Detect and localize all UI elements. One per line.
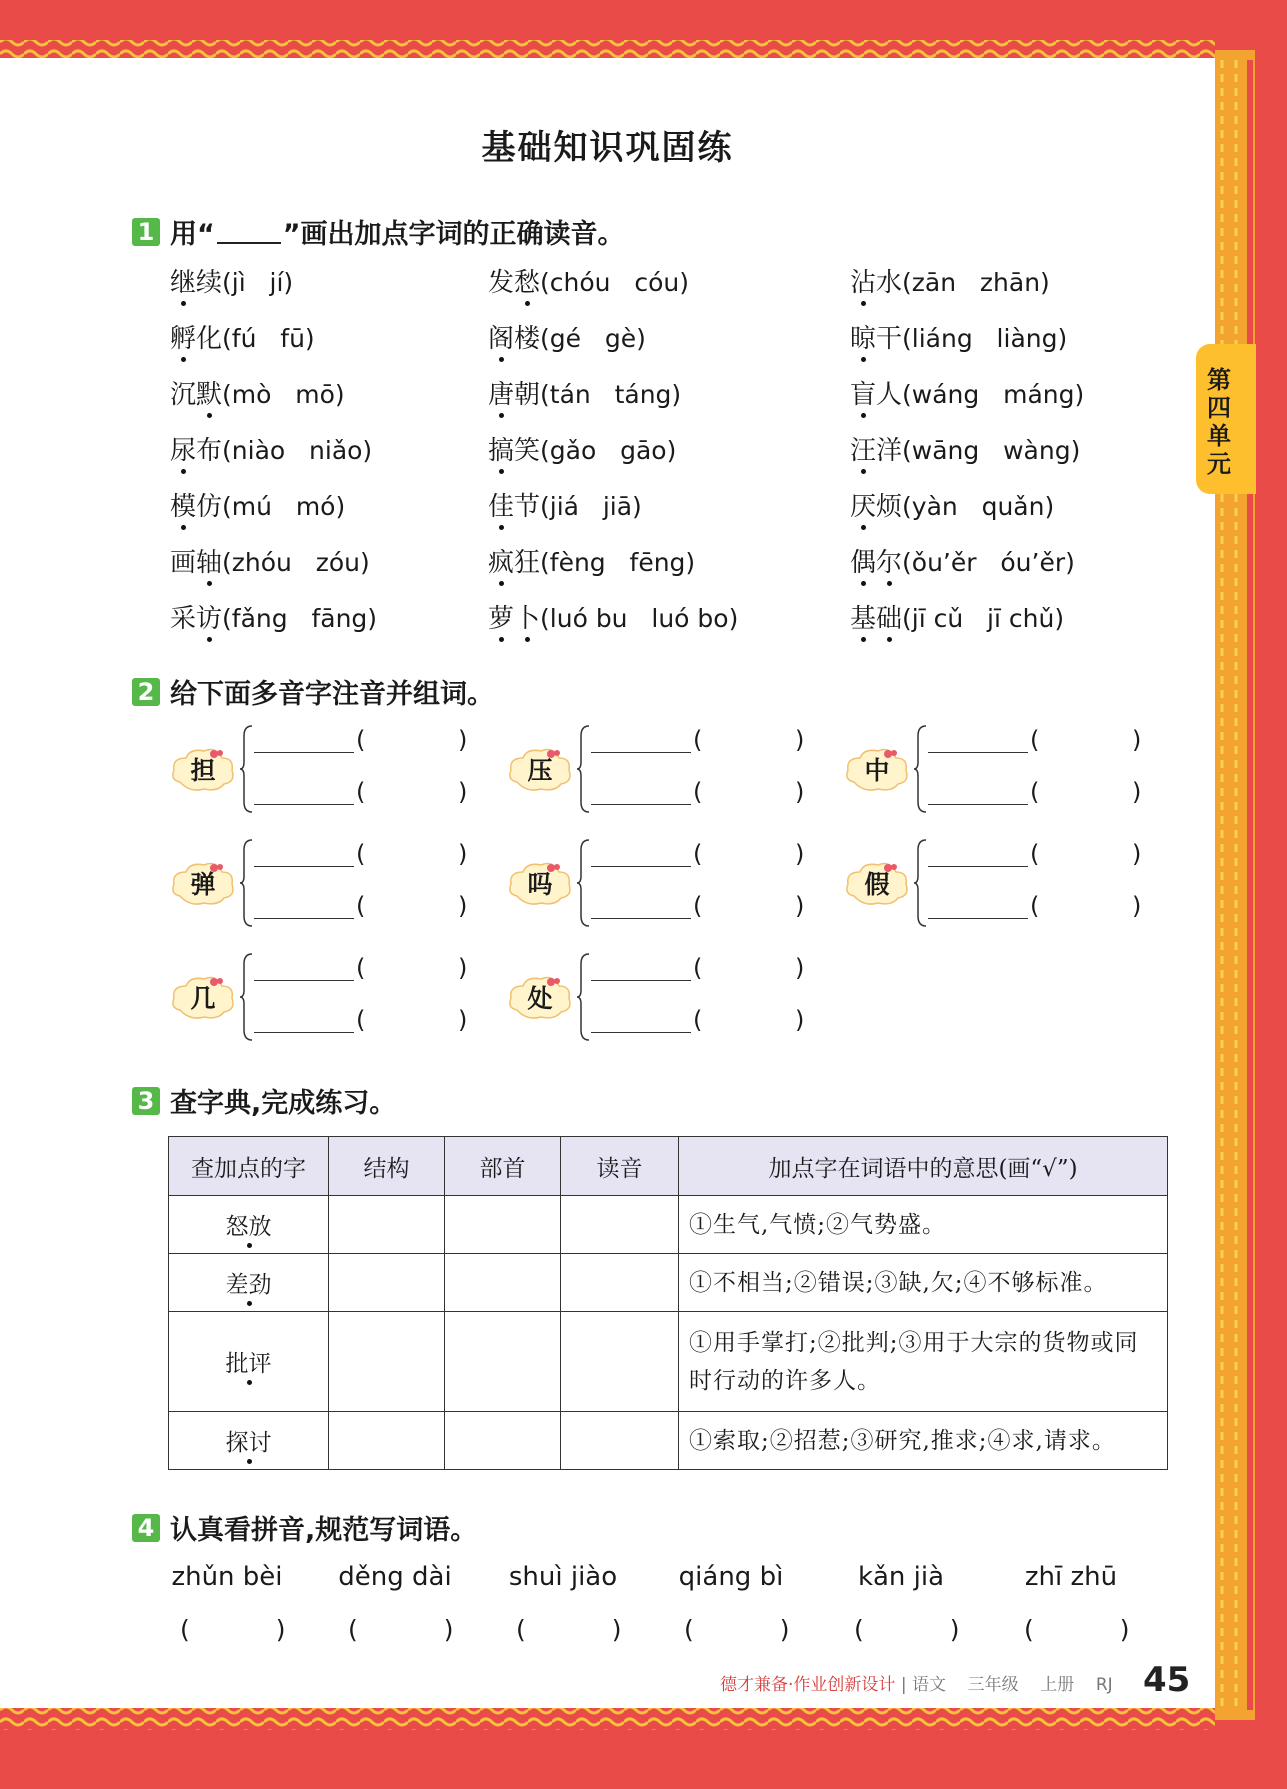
q1-word-char: 偶: [850, 542, 876, 579]
answer-cell-pronunciation[interactable]: [561, 1254, 679, 1312]
answer-cell-structure[interactable]: [329, 1254, 445, 1312]
answer-cell-structure[interactable]: [329, 1312, 445, 1412]
q1-pinyin-options[interactable]: (zān zhān): [902, 268, 1050, 297]
q1-word-char: 洋: [876, 436, 903, 466]
unit-side-tab[interactable]: [1196, 344, 1256, 494]
q4-answer-blank[interactable]: [348, 1615, 468, 1644]
pinyin-blank[interactable]: [370, 840, 450, 868]
table-row: [169, 1312, 1168, 1412]
page-number: 45: [1143, 1660, 1191, 1700]
pinyin-paren-open: (: [356, 954, 366, 982]
question-1-text-post: ”画出加点字词的正确读音。: [282, 219, 625, 250]
pinyin-paren-open: (: [1030, 778, 1040, 806]
q1-pinyin-options[interactable]: (yàn quǎn): [902, 492, 1055, 521]
page-title: 基础知识巩固练: [481, 128, 734, 168]
polyphone-cell: [170, 724, 470, 814]
q1-word-char: 基: [850, 598, 876, 635]
paren-close: ): [275, 1615, 286, 1644]
q1-word-char: 疯: [488, 542, 514, 579]
footer-subject: 语文: [911, 1675, 946, 1695]
word-blank[interactable]: [254, 752, 354, 753]
pinyin-paren-close: ): [795, 726, 805, 754]
q1-word-char: 烦: [876, 492, 903, 522]
answer-cell-radical[interactable]: [445, 1254, 561, 1312]
answer-cell-structure[interactable]: [329, 1196, 445, 1254]
q1-word-char: 尔: [876, 542, 902, 579]
table-header-row: [169, 1137, 1168, 1196]
word-blank[interactable]: [928, 752, 1028, 753]
q1-word-char: 汪: [850, 430, 876, 467]
underline-blank: [217, 220, 281, 244]
question-4-number: 4: [132, 1514, 160, 1542]
pinyin-paren-open: (: [356, 840, 366, 868]
q1-word-char: 画: [170, 548, 197, 578]
table-header: 加点字在词语中的意思(画“√”): [679, 1137, 1168, 1196]
table-cell-word: [169, 1412, 329, 1470]
q4-answer-blank[interactable]: [180, 1615, 300, 1644]
paren-close: ): [949, 1615, 960, 1644]
pinyin-paren-open: (: [356, 1006, 366, 1034]
word-blank[interactable]: [928, 866, 1028, 867]
pinyin-blank[interactable]: [370, 1006, 450, 1034]
table-cell-meaning[interactable]: ①索取;②招惹;③研究,推求;④求,请求。: [679, 1412, 1168, 1470]
word-blank[interactable]: [254, 918, 354, 919]
q1-word-char: 萝: [488, 598, 514, 635]
q1-item[interactable]: [488, 542, 695, 579]
q1-word-char: 础: [876, 598, 902, 635]
q1-word-char: 厌: [850, 486, 876, 523]
footer-volume: 上册: [1040, 1675, 1075, 1695]
q1-word-char: 晾: [850, 318, 876, 355]
q1-item[interactable]: [850, 374, 1084, 411]
pinyin-paren-open: (: [693, 778, 703, 806]
table-header: 结构: [329, 1137, 445, 1196]
q1-pinyin-options[interactable]: (mò mō): [222, 380, 345, 409]
q1-word-char: 布: [196, 436, 223, 466]
question-3-text: 查字典,完成练习。: [170, 1088, 397, 1119]
q1-word-char: 访: [196, 598, 222, 635]
pinyin-paren-close: ): [1132, 840, 1142, 868]
q1-pinyin-options[interactable]: (fǎng fāng): [222, 604, 378, 633]
q1-item[interactable]: [170, 430, 372, 467]
polyphone-char: 假: [864, 870, 890, 899]
word-blank[interactable]: [591, 866, 691, 867]
pinyin-paren-close: ): [795, 892, 805, 920]
polyphone-cell: [507, 952, 807, 1042]
q1-item[interactable]: [488, 430, 676, 467]
table-header: 查加点的字: [169, 1137, 329, 1196]
q1-word-char: 默: [196, 374, 222, 411]
polyphone-char: 吗: [527, 870, 553, 899]
footer: 德才兼备·作业创新设计 | 语文 三年级 上册 RJ: [720, 1675, 1113, 1695]
footer-brand: 德才兼备·作业创新设计: [720, 1675, 896, 1695]
q1-word-char: 轴: [196, 542, 222, 579]
pinyin-paren-open: (: [1030, 726, 1040, 754]
q1-pinyin-options[interactable]: (jī cǔ jī chǔ): [902, 604, 1065, 633]
q1-item[interactable]: [488, 318, 646, 355]
table-header: 部首: [445, 1137, 561, 1196]
polyphone-char: 弹: [190, 870, 216, 899]
pinyin-paren-close: ): [458, 778, 468, 806]
q1-item[interactable]: [170, 318, 315, 355]
q1-word-char: 继: [170, 262, 196, 299]
paren-open: (: [684, 1615, 694, 1644]
q4-pinyin: zhī zhū: [1024, 1562, 1118, 1592]
table-cell-word: [169, 1254, 329, 1312]
word-blank[interactable]: [928, 804, 1028, 805]
q1-pinyin-options[interactable]: (zhóu zóu): [222, 548, 370, 577]
q4-pinyin: shuì jiào: [508, 1562, 618, 1592]
word-blank[interactable]: [591, 752, 691, 753]
brace-icon: [577, 952, 591, 1042]
question-4-heading: [132, 1508, 477, 1547]
question-1-text-pre: 用“: [170, 219, 215, 250]
polyphone-char: 压: [527, 756, 553, 785]
question-2-heading: [132, 672, 494, 711]
q1-item[interactable]: [850, 486, 1054, 523]
q1-pinyin-options[interactable]: (wāng wàng): [902, 436, 1081, 465]
q1-pinyin-options[interactable]: (gǎo gāo): [540, 436, 677, 465]
brace-icon: [240, 952, 254, 1042]
q1-word-char: 朝: [514, 380, 541, 410]
paren-close: ): [611, 1615, 622, 1644]
pinyin-blank[interactable]: [1044, 892, 1124, 920]
q1-pinyin-options[interactable]: (gé gè): [540, 324, 646, 353]
pinyin-blank[interactable]: [707, 726, 787, 754]
side-tab-char: 第: [1207, 366, 1231, 394]
q1-item[interactable]: [170, 486, 345, 523]
question-3-number: 3: [132, 1087, 160, 1115]
word-blank[interactable]: [254, 980, 354, 981]
pinyin-blank[interactable]: [370, 726, 450, 754]
q1-word-char: 笑: [514, 436, 541, 466]
q1-item[interactable]: [170, 598, 377, 635]
pinyin-blank[interactable]: [1044, 778, 1124, 806]
q1-word-char: 人: [876, 380, 903, 410]
q1-word-char: 盲: [850, 374, 876, 411]
q1-word-char: 干: [876, 324, 903, 354]
dictionary-table: [168, 1136, 1168, 1470]
q4-answer-blank[interactable]: [516, 1615, 636, 1644]
footer-grade: 三年级: [967, 1675, 1019, 1695]
answer-cell-radical[interactable]: [445, 1412, 561, 1470]
q1-pinyin-options[interactable]: (niào niǎo): [222, 436, 373, 465]
q4-pinyin: zhǔn bèi: [171, 1562, 283, 1592]
q4-answer-blank[interactable]: [854, 1615, 974, 1644]
pinyin-paren-close: ): [795, 840, 805, 868]
pinyin-paren-open: (: [693, 1006, 703, 1034]
paren-open: (: [348, 1615, 358, 1644]
paren-close: ): [779, 1615, 790, 1644]
q1-pinyin-options[interactable]: (fèng fēng): [540, 548, 696, 577]
pinyin-paren-close: ): [795, 954, 805, 982]
q1-item[interactable]: [170, 262, 293, 299]
pinyin-paren-close: ): [1132, 778, 1142, 806]
question-1-heading: [132, 212, 625, 251]
pinyin-paren-open: (: [1030, 892, 1040, 920]
q1-word-char: 唐: [488, 374, 514, 411]
paren-open: (: [1024, 1615, 1034, 1644]
dotted-word: 批评: [226, 1345, 272, 1378]
table-cell-meaning[interactable]: ①不相当;②错误;③缺,欠;④不够标准。: [679, 1254, 1168, 1312]
answer-cell-radical[interactable]: [445, 1196, 561, 1254]
q1-item[interactable]: [170, 542, 370, 579]
pinyin-paren-close: ): [795, 778, 805, 806]
brace-icon: [914, 838, 928, 928]
q1-word-char: 模: [170, 486, 196, 523]
q1-word-char: 沾: [850, 262, 876, 299]
q4-answer-blank[interactable]: [684, 1615, 804, 1644]
q1-pinyin-options[interactable]: (mú mó): [222, 492, 346, 521]
q1-word-char: 沉: [170, 380, 197, 410]
q1-pinyin-options[interactable]: (wáng máng): [902, 380, 1085, 409]
q1-word-char: 搞: [488, 430, 514, 467]
answer-cell-pronunciation[interactable]: [561, 1196, 679, 1254]
paren-close: ): [443, 1615, 454, 1644]
pinyin-paren-open: (: [356, 726, 366, 754]
pinyin-paren-close: ): [458, 726, 468, 754]
polyphone-char: 处: [527, 984, 553, 1013]
paren-close: ): [1119, 1615, 1130, 1644]
polyphone-char: 中: [864, 756, 890, 785]
pinyin-paren-open: (: [356, 778, 366, 806]
dotted-word: 差劲: [226, 1266, 272, 1299]
q1-word-char: 楼: [514, 324, 541, 354]
q1-pinyin-options[interactable]: (tán táng): [540, 380, 682, 409]
pinyin-blank[interactable]: [707, 840, 787, 868]
brace-icon: [577, 838, 591, 928]
side-tab-char: 四: [1207, 394, 1231, 422]
q1-word-char: 续: [196, 268, 223, 298]
word-blank[interactable]: [591, 980, 691, 981]
q1-pinyin-options[interactable]: (ǒu’ěr óu’ěr): [902, 548, 1075, 577]
q1-word-char: 阁: [488, 318, 514, 355]
paren-open: (: [516, 1615, 526, 1644]
q1-pinyin-options[interactable]: (jiá jiā): [540, 492, 642, 521]
brace-icon: [914, 724, 928, 814]
question-1-number: 1: [132, 218, 160, 246]
question-4-text: 认真看拼音,规范写词语。: [170, 1515, 478, 1546]
answer-cell-pronunciation[interactable]: [561, 1312, 679, 1412]
polyphone-char: 担: [190, 756, 216, 785]
q4-pinyin: qiáng bì: [678, 1562, 784, 1592]
pinyin-paren-open: (: [1030, 840, 1040, 868]
footer-edition: RJ: [1095, 1675, 1113, 1695]
paren-open: (: [854, 1615, 864, 1644]
q1-pinyin-options[interactable]: (jì jí): [222, 268, 294, 297]
pinyin-paren-open: (: [693, 726, 703, 754]
paren-open: (: [180, 1615, 190, 1644]
q1-word-char: 愁: [514, 262, 540, 299]
q1-word-char: 佳: [488, 486, 514, 523]
pinyin-paren-open: (: [693, 892, 703, 920]
table-cell-word: [169, 1196, 329, 1254]
pinyin-paren-close: ): [1132, 892, 1142, 920]
pinyin-blank[interactable]: [370, 954, 450, 982]
word-blank[interactable]: [254, 804, 354, 805]
pinyin-paren-close: ): [458, 954, 468, 982]
q1-pinyin-options[interactable]: (liáng liàng): [902, 324, 1068, 353]
table-row: [169, 1196, 1168, 1254]
dotted-word: 探讨: [226, 1424, 272, 1457]
q1-word-char: 化: [196, 324, 223, 354]
pinyin-paren-close: ): [1132, 726, 1142, 754]
q4-pinyin: kǎn jià: [857, 1562, 945, 1592]
q4-answer-blank[interactable]: [1024, 1615, 1144, 1644]
polyphone-cell: [844, 838, 1144, 928]
q1-item[interactable]: [170, 374, 345, 411]
polyphone-cell: [507, 724, 807, 814]
side-tab-char: 元: [1207, 450, 1231, 478]
pinyin-blank[interactable]: [707, 892, 787, 920]
pinyin-paren-close: ): [795, 1006, 805, 1034]
q1-word-char: 节: [514, 492, 541, 522]
q1-item[interactable]: [850, 262, 1050, 299]
q1-item[interactable]: [850, 318, 1067, 355]
table-cell-meaning[interactable]: ①用手掌打;②批判;③用于大宗的货物或同时行动的许多人。: [679, 1312, 1168, 1412]
question-2-text: 给下面多音字注音并组词。: [170, 679, 494, 710]
pinyin-blank[interactable]: [707, 778, 787, 806]
side-tab-char: 单: [1207, 422, 1231, 450]
q1-item[interactable]: [850, 598, 1064, 635]
question-2-number: 2: [132, 678, 160, 706]
q1-item[interactable]: [488, 486, 642, 523]
polyphone-cell: [170, 952, 470, 1042]
q1-item[interactable]: [488, 598, 738, 635]
q1-pinyin-options[interactable]: (luó bu luó bo): [540, 604, 739, 633]
q1-word-char: 尿: [170, 430, 196, 467]
q1-pinyin-options[interactable]: (chóu cóu): [540, 268, 689, 297]
q1-item[interactable]: [488, 374, 681, 411]
q1-word-char: 孵: [170, 318, 196, 355]
pinyin-blank[interactable]: [707, 1006, 787, 1034]
q1-word-char: 采: [170, 604, 197, 634]
polyphone-char: 几: [190, 984, 216, 1013]
table-row: [169, 1412, 1168, 1470]
unit-side-tab-label: [1196, 366, 1242, 478]
q1-word-char: 水: [876, 268, 903, 298]
pinyin-paren-open: (: [356, 892, 366, 920]
word-blank[interactable]: [928, 918, 1028, 919]
table-cell-meaning[interactable]: ①生气,气愤;②气势盛。: [679, 1196, 1168, 1254]
pinyin-blank[interactable]: [707, 954, 787, 982]
answer-cell-radical[interactable]: [445, 1312, 561, 1412]
word-blank[interactable]: [591, 804, 691, 805]
answer-cell-pronunciation[interactable]: [561, 1412, 679, 1470]
polyphone-cell: [844, 724, 1144, 814]
q1-word-char: 发: [488, 268, 515, 298]
table-header: 读音: [561, 1137, 679, 1196]
pinyin-paren-close: ): [458, 840, 468, 868]
pinyin-paren-open: (: [693, 954, 703, 982]
table-row: [169, 1254, 1168, 1312]
pinyin-paren-close: ): [458, 1006, 468, 1034]
q1-pinyin-options[interactable]: (fú fū): [222, 324, 315, 353]
question-3-heading: [132, 1081, 396, 1120]
word-blank[interactable]: [591, 918, 691, 919]
word-blank[interactable]: [591, 1032, 691, 1033]
polyphone-cell: [170, 838, 470, 928]
pinyin-paren-close: ): [458, 892, 468, 920]
brace-icon: [240, 724, 254, 814]
pinyin-paren-open: (: [693, 840, 703, 868]
pinyin-blank[interactable]: [370, 892, 450, 920]
brace-icon: [577, 724, 591, 814]
pinyin-blank[interactable]: [1044, 840, 1124, 868]
word-blank[interactable]: [254, 1032, 354, 1033]
polyphone-cell: [507, 838, 807, 928]
word-blank[interactable]: [254, 866, 354, 867]
dotted-word: 怒放: [226, 1208, 272, 1241]
brace-icon: [240, 838, 254, 928]
q1-item[interactable]: [850, 542, 1075, 579]
q1-word-char: 卜: [514, 598, 540, 635]
q1-item[interactable]: [488, 262, 689, 299]
table-cell-word: [169, 1312, 329, 1412]
q4-pinyin: děng dài: [338, 1562, 452, 1592]
q1-word-char: 仿: [196, 492, 223, 522]
pinyin-blank[interactable]: [1044, 726, 1124, 754]
q1-word-char: 狂: [514, 548, 541, 578]
q1-item[interactable]: [850, 430, 1080, 467]
pinyin-blank[interactable]: [370, 778, 450, 806]
answer-cell-structure[interactable]: [329, 1412, 445, 1470]
